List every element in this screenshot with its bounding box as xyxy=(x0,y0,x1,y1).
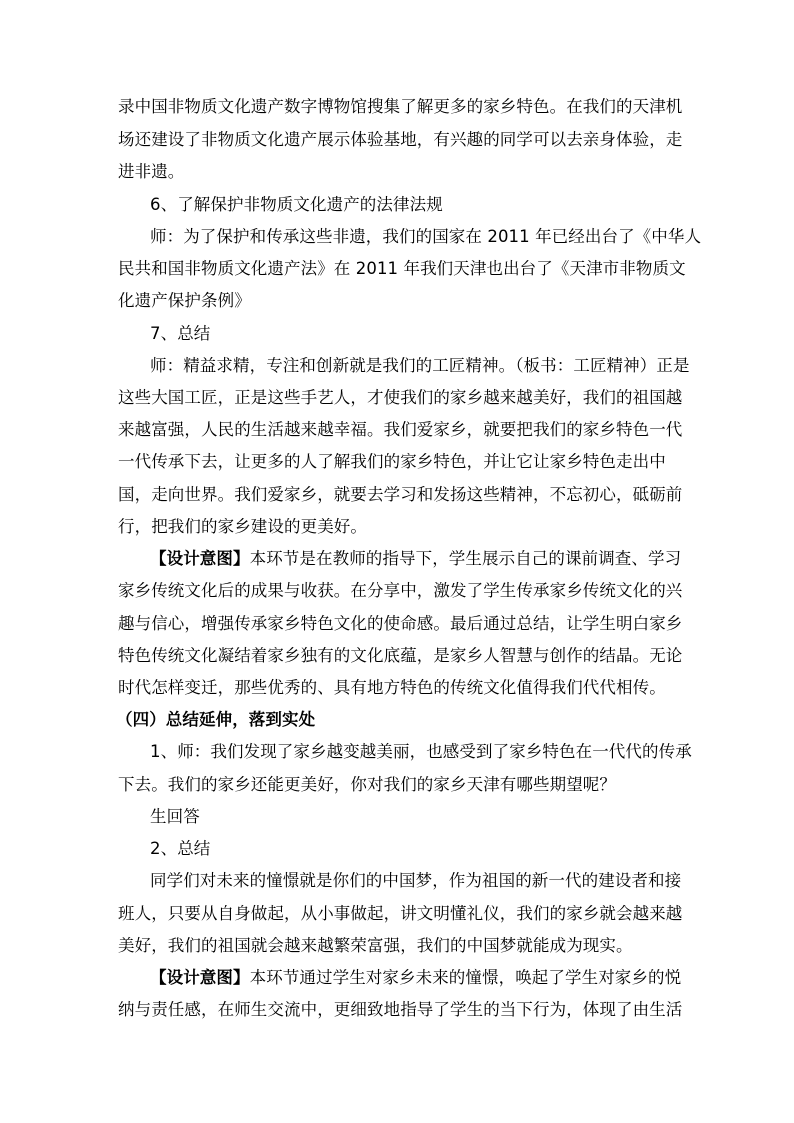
paragraph-line: 行，把我们的家乡建设的更美好。 xyxy=(118,517,367,536)
section-heading-6: 6、了解保护非物质文化遗产的法律法规 xyxy=(150,195,443,214)
design-intent-line xyxy=(150,548,681,570)
paragraph-line: 1、师：我们发现了家乡越变越美丽，也感受到了家乡特色在一代代的传承 xyxy=(150,742,692,761)
paragraph-line: 国，走向世界。我们爱家乡，就要去学习和发扬这些精神，不忘初心，砥砺前 xyxy=(118,485,683,504)
paragraph-line: 化遗产保护条例》 xyxy=(118,291,251,310)
paragraph-line: 场还建设了非物质文化遗产展示体验基地，有兴趣的同学可以去亲身体验，走 xyxy=(118,130,683,149)
paragraph-line: 纳与责任感，在师生交流中，更细致地指导了学生的当下行为，体现了由生活 xyxy=(118,1000,683,1019)
paragraph-line: 趣与信心，增强传承家乡特色文化的使命感。最后通过总结，让学生明白家乡 xyxy=(118,614,683,633)
paragraph-line: 师：为了保护和传承这些非遗，我们的国家在 2011 年已经出台了《中华人 xyxy=(150,227,702,246)
design-intent-line xyxy=(150,967,681,989)
section-heading-summary: 2、总结 xyxy=(150,839,211,858)
paragraph-line: 生回答 xyxy=(150,807,200,826)
paragraph-line: 时代怎样变迁，那些优秀的、具有地方特色的传统文化值得我们代代相传。 xyxy=(118,678,666,697)
paragraph-line: 一代传承下去，让更多的人了解我们的家乡特色，并让它让家乡特色走出中 xyxy=(118,452,666,471)
paragraph-line: 美好，我们的祖国就会越来越繁荣富强，我们的中国梦就能成为现实。 xyxy=(118,936,633,955)
paragraph-line: 来越富强，人民的生活越来越幸福。我们爱家乡，就要把我们的家乡特色一代 xyxy=(118,420,683,439)
paragraph-line: 这些大国工匠，正是这些手艺人，才使我们的家乡越来越美好，我们的祖国越 xyxy=(118,388,683,407)
paragraph-line: 下去。我们的家乡还能更美好，你对我们的家乡天津有哪些期望呢？ xyxy=(118,775,616,794)
paragraph-line: 进非遗。 xyxy=(118,162,185,181)
design-intent-label: 【设计意图】 xyxy=(150,549,250,568)
paragraph-line: 同学们对未来的憧憬就是你们的中国梦，作为祖国的新一代的建设者和接 xyxy=(150,871,682,890)
paragraph-line: 录中国非物质文化遗产数字博物馆搜集了解更多的家乡特色。在我们的天津机 xyxy=(118,97,683,116)
paragraph-line: 家乡传统文化后的成果与收获。在分享中，激发了学生传承家乡传统文化的兴 xyxy=(118,581,683,600)
paragraph-line: 特色传统文化凝结着家乡独有的文化底蕴，是家乡人智慧与创作的结晶。无论 xyxy=(118,646,683,665)
design-intent-text: 本环节是在教师的指导下，学生展示自己的课前调查、学习 xyxy=(249,549,682,568)
section-heading-7: 7、总结 xyxy=(150,324,211,343)
design-intent-text: 本环节通过学生对家乡未来的憧憬，唤起了学生对家乡的悦 xyxy=(249,968,682,987)
design-intent-label: 【设计意图】 xyxy=(150,968,250,987)
paragraph-line: 民共和国非物质文化遗产法》在 2011 年我们天津也出台了《天津市非物质文 xyxy=(118,259,686,278)
paragraph-line: 班人，只要从自身做起，从小事做起，讲文明懂礼仪，我们的家乡就会越来越 xyxy=(118,904,683,923)
section-heading-4: （四）总结延伸，落到实处 xyxy=(116,710,316,729)
paragraph-line: 师：精益求精，专注和创新就是我们的工匠精神。（板书：工匠精神）正是 xyxy=(150,356,690,375)
